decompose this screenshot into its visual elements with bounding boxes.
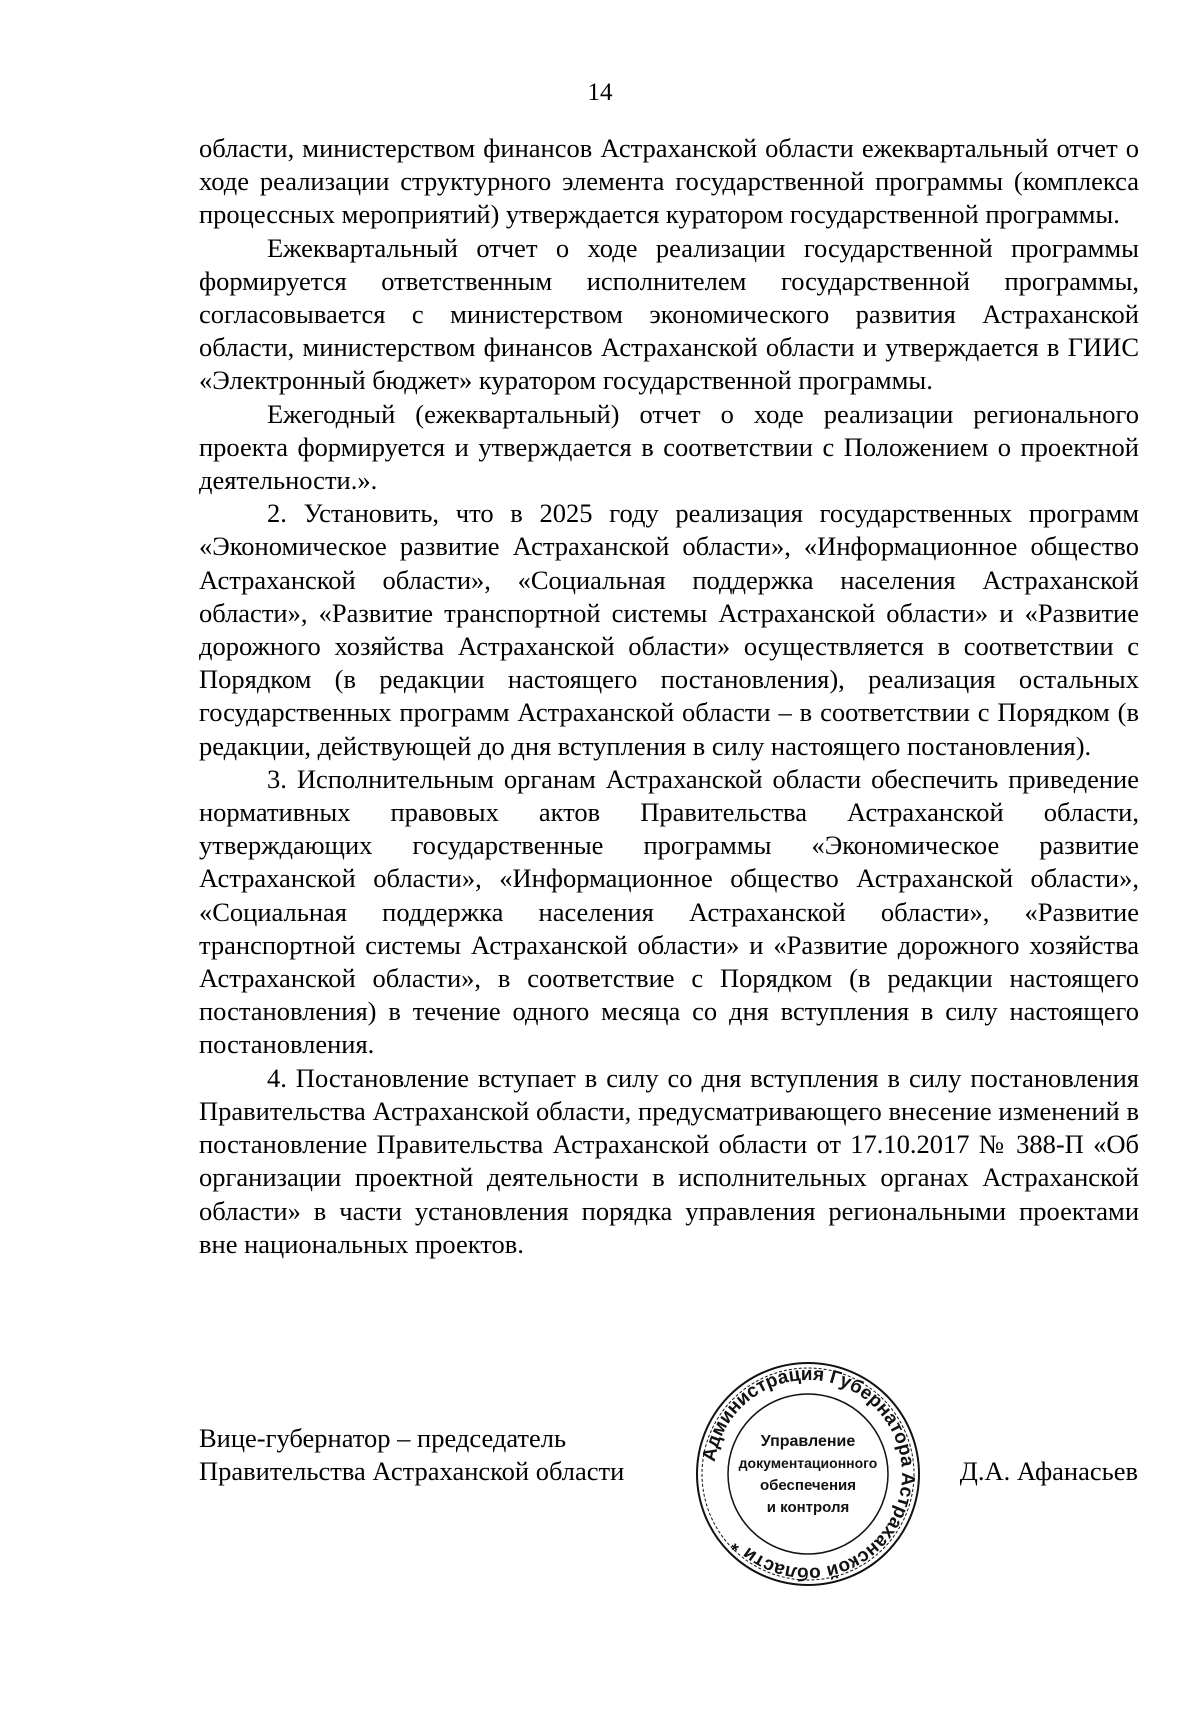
seal-center-line-2: документационного [738,1455,878,1471]
paragraph-1: области, министерством финансов Астраханской области ежеквартальный отчет о ходе реализации структурного элемента государственной программы (комплекса процессных мероприятий) утверждается куратором государственной программы. [199,133,1139,230]
signatory-name: Д.А. Афанасьев [959,1456,1138,1486]
seal-center-line-3: обеспечения [759,1477,857,1494]
paragraph-item-2: 2. Установить, что в 2025 году реализация государственных программ «Экономическое развитие Астраханской области», «Информационное общество Астраханской области», «Социальная поддержка населения Астраханской области», «Развитие транспортной системы Астраханской области» и «Развитие дорожного хозяйства Астраханской области» осуществляется в соответствии с Порядком (в редакции настоящего постановления), реализация остальных государственных программ Астраханской области – в соответствии с Порядком (в редакции, действующей до дня вступления в силу настоящего постановления). [199,498,1139,761]
signatory-position-line-2: Правительства Астраханской области [199,1456,625,1486]
paragraph-3: Ежегодный (ежеквартальный) отчет о ходе реализации регионального проекта формируется и утверждается в соответствии с Положением о проектной деятельности.». [199,398,1139,496]
seal-ring-text: Администрация Губернатора Астраханской области * [698,1363,919,1585]
seal-graphic [694,1360,922,1588]
signatory-position-line-1: Вице-губернатор – председатель [199,1423,567,1453]
seal-center-line-4: и контроля [766,1499,850,1516]
official-seal-stamp [694,1360,922,1588]
page-number: 14 [587,79,613,106]
paragraph-item-3: 3. Исполнительным органам Астраханской области обеспечить приведение нормативных правовых актов Правительства Астраханской области, утверждающих государственные программы «Экономическое развитие Астраханской области», «Информационное общество Астраханской области», «Социальная поддержка населения Астраханской области», «Развитие транспортной системы Астраханской области» и «Развитие дорожного хозяйства Астраханской области», в соответствие с Порядком (в редакции настоящего постановления) в течение одного месяца со дня вступления в силу настоящего постановления. [199,763,1139,1060]
seal-center-line-1: Управление [760,1433,856,1450]
document-body [199,132,1139,1261]
paragraph-2: Ежеквартальный отчет о ходе реализации государственной программы формируется ответственным исполнителем государственной программы, согласовывается с министерством экономического развития Астраханской области, министерством финансов Астраханской области и утверждается в ГИИС «Электронный бюджет» куратором государственной программы. [199,232,1139,396]
paragraph-item-4: 4. Постановление вступает в силу со дня вступления в силу постановления Правительства Астраханской области, предусматривающего внесение изменений в постановление Правительства Астраханской области от 17.10.2017 № 388-П «Об организации проектной деятельности в исполнительных органах Астраханской области» в части установления порядка управления региональными проектами вне национальных проектов. [199,1062,1139,1259]
signatory-position [199,1422,624,1488]
